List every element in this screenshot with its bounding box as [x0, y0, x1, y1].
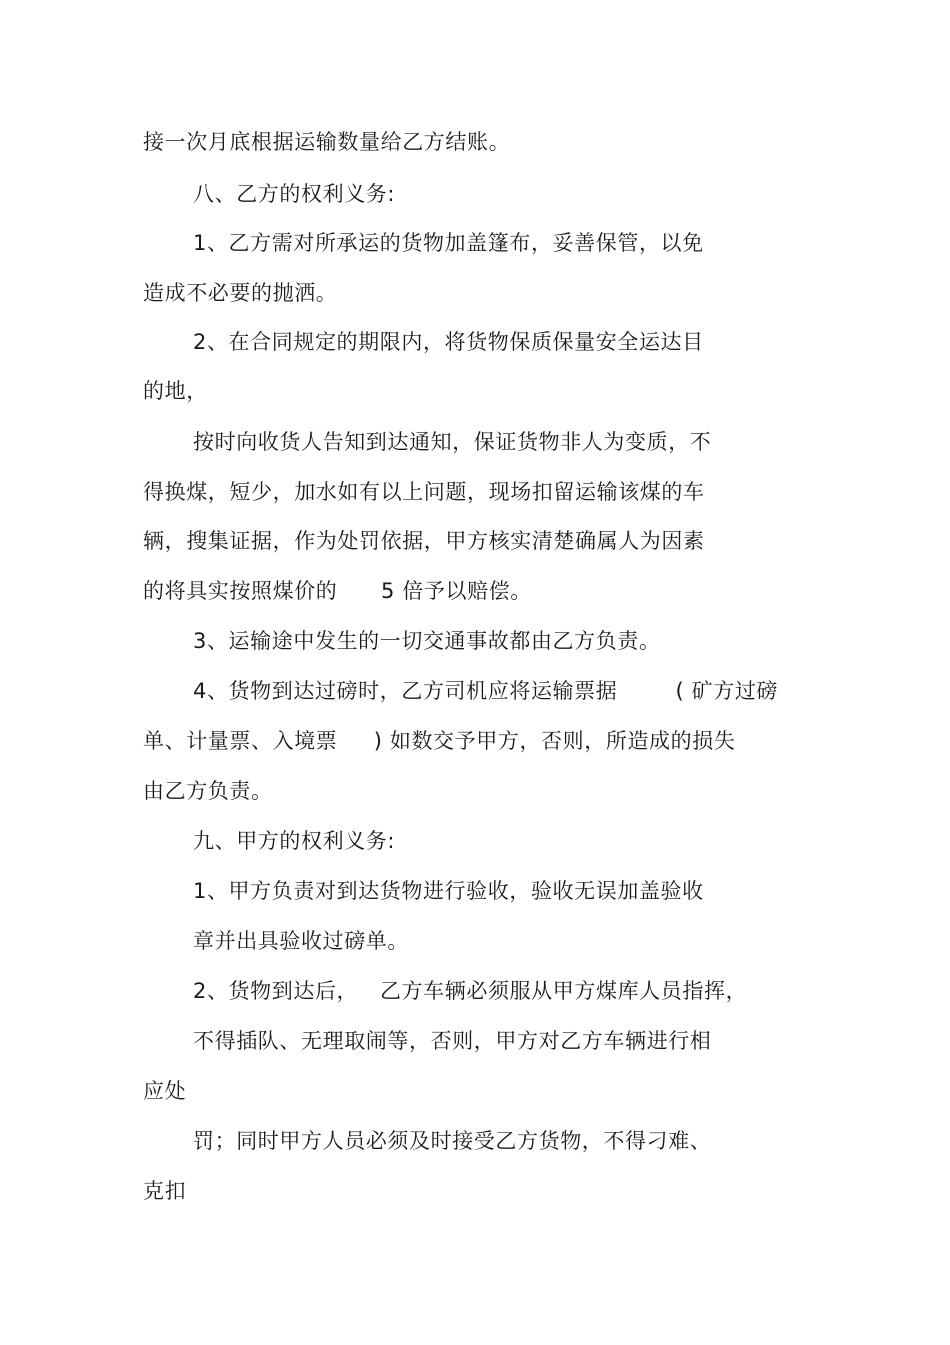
text-line: 单、计量票、入境票 ) 如数交予甲方，否则，所造成的损失 — [143, 729, 736, 753]
text-line: 接一次月底根据运输数量给乙方结账。 — [143, 130, 511, 154]
text-line: 造成不必要的抛洒。 — [143, 281, 338, 305]
text-line: 2、在合同规定的期限内，将货物保质保量安全运达目 — [193, 330, 704, 354]
text-line: 应处 — [143, 1079, 187, 1103]
text-line: 4、货物到达过磅时，乙方司机应将运输票据 ( 矿方过磅 — [193, 679, 779, 703]
text-line: 1、甲方负责对到达货物进行验收，验收无误加盖验收 — [193, 879, 704, 903]
section-heading: 八、乙方的权利义务: — [193, 182, 396, 206]
section-heading: 九、甲方的权利义务: — [193, 829, 396, 853]
text-line: 由乙方负责。 — [143, 779, 273, 803]
text-line: 的将具实按照煤价的 5 倍予以赔偿。 — [143, 579, 532, 603]
text-line: 2、货物到达后， 乙方车辆必须服从甲方煤库人员指挥， — [193, 979, 748, 1003]
text-line: 克扣 — [143, 1179, 187, 1203]
text-line: 按时向收货人告知到达通知，保证货物非人为变质，不 — [193, 430, 712, 454]
text-line: 不得插队、无理取闹等，否则，甲方对乙方车辆进行相 — [193, 1029, 712, 1053]
text-line: 辆，搜集证据，作为处罚依据，甲方核实清楚确属人为因素 — [143, 529, 705, 553]
text-line: 1、乙方需对所承运的货物加盖篷布，妥善保管，以免 — [193, 231, 704, 255]
text-line: 3、运输途中发生的一切交通事故都由乙方负责。 — [193, 629, 661, 653]
text-line: 的地， — [143, 379, 208, 403]
text-line: 章并出具验收过磅单。 — [193, 929, 409, 953]
text-line: 罚；同时甲方人员必须及时接受乙方货物，不得刁难、 — [193, 1129, 712, 1153]
text-line: 得换煤，短少，加水如有以上问题，现场扣留运输该煤的车 — [143, 480, 705, 504]
